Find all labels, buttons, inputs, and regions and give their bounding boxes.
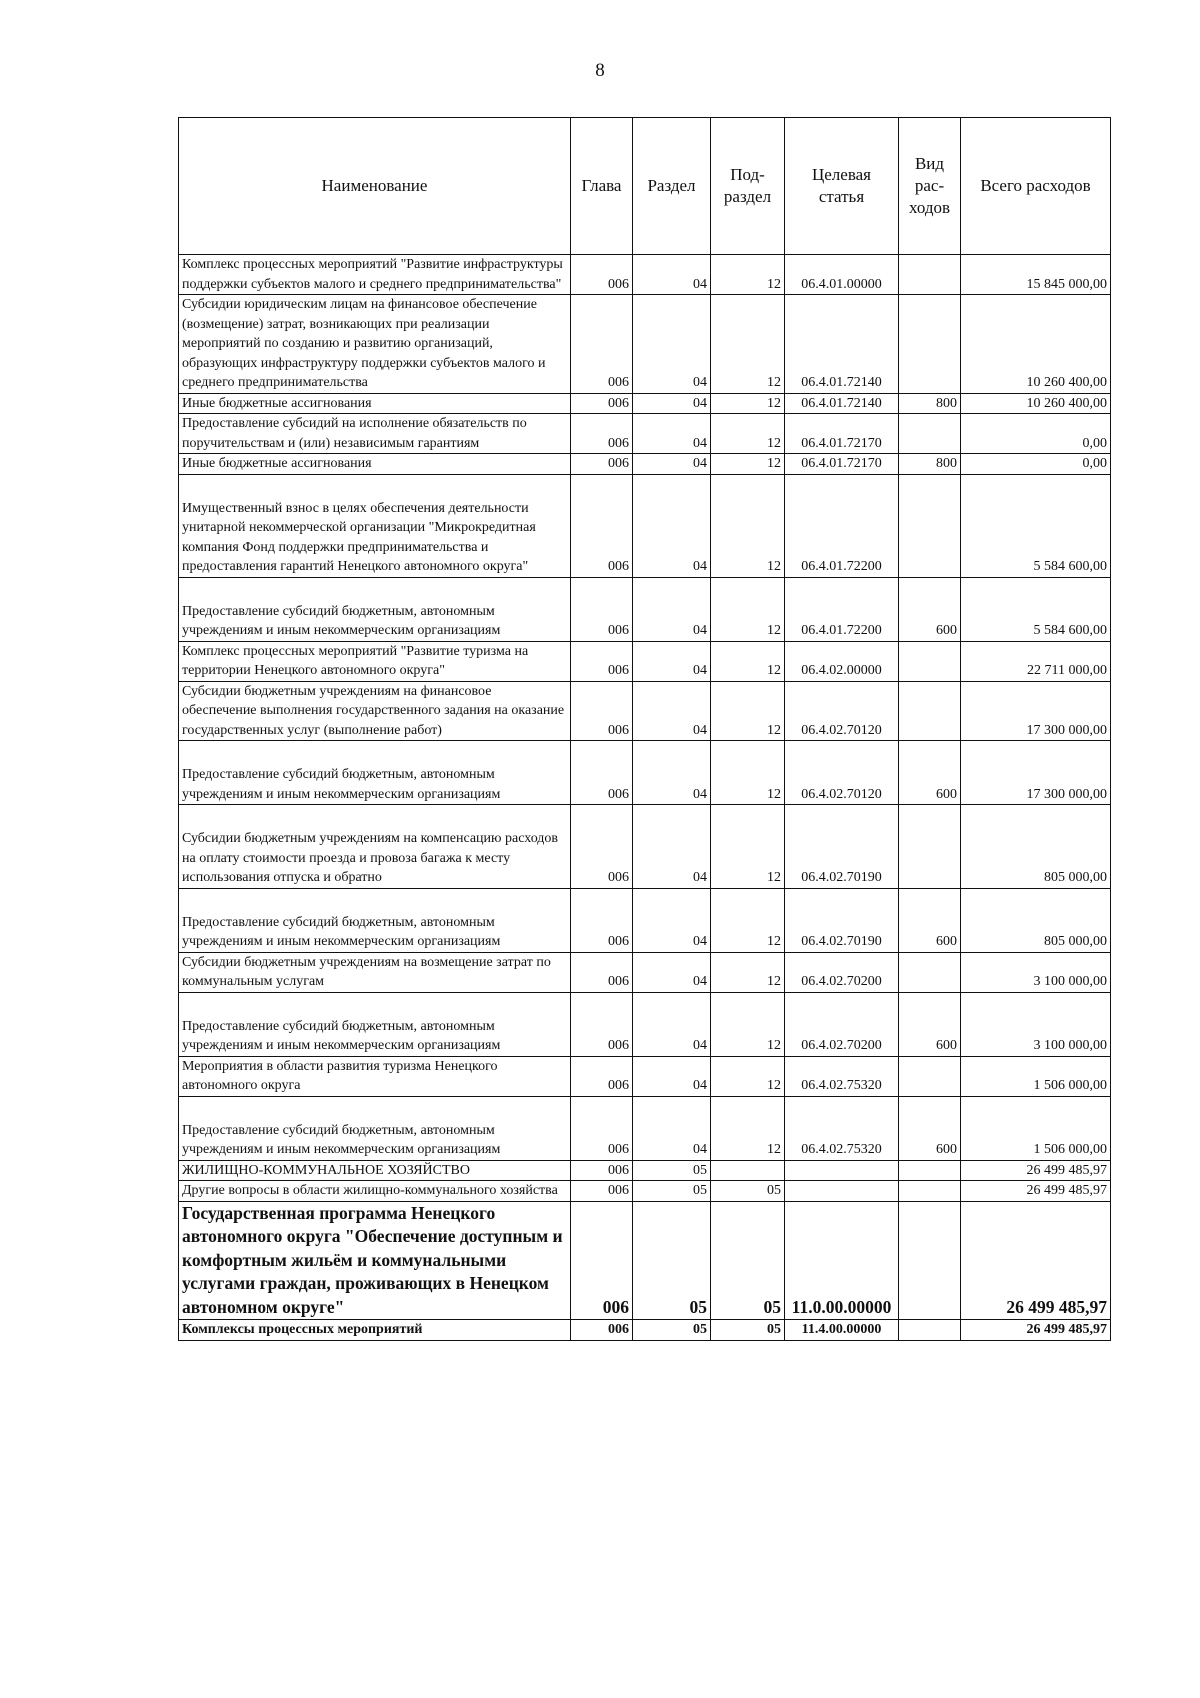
row-type: [899, 1320, 961, 1341]
row-chapter: 006: [571, 741, 633, 805]
row-article: 06.4.01.72200: [785, 474, 899, 577]
row-section: 04: [633, 952, 711, 992]
row-total: 3 100 000,00: [961, 992, 1111, 1056]
row-total: 0,00: [961, 414, 1111, 454]
row-article: 06.4.02.70190: [785, 888, 899, 952]
row-total: 805 000,00: [961, 805, 1111, 889]
row-subsection: 12: [711, 454, 785, 475]
row-article: 06.4.02.70200: [785, 992, 899, 1056]
row-type: [899, 805, 961, 889]
row-subsection: 05: [711, 1320, 785, 1341]
row-article: 06.4.01.72200: [785, 577, 899, 641]
row-section: 05: [633, 1201, 711, 1320]
row-section: 04: [633, 992, 711, 1056]
row-section: 04: [633, 393, 711, 414]
table-row: [179, 805, 1111, 889]
row-total: 0,00: [961, 454, 1111, 475]
row-total: 17 300 000,00: [961, 741, 1111, 805]
row-total: 5 584 600,00: [961, 577, 1111, 641]
row-total: 5 584 600,00: [961, 474, 1111, 577]
row-subsection: 12: [711, 741, 785, 805]
table-row: [179, 474, 1111, 577]
row-type: 800: [899, 454, 961, 475]
budget-table: [178, 117, 1111, 1341]
row-article: 06.4.02.70120: [785, 741, 899, 805]
row-chapter: 006: [571, 393, 633, 414]
row-name: Субсидии бюджетным учреждениям на возмещение затрат по коммунальным услугам: [179, 952, 571, 992]
header-subsection: Под-раздел: [711, 118, 785, 255]
table-row: [179, 255, 1111, 295]
row-section: 04: [633, 474, 711, 577]
page-number: 8: [595, 60, 605, 81]
table-row: [179, 681, 1111, 741]
row-type: [899, 414, 961, 454]
row-chapter: 006: [571, 255, 633, 295]
row-subsection: 12: [711, 1056, 785, 1096]
row-article: 06.4.01.72140: [785, 295, 899, 394]
row-type: 600: [899, 888, 961, 952]
row-type: 600: [899, 577, 961, 641]
row-type: [899, 1056, 961, 1096]
row-chapter: 006: [571, 454, 633, 475]
row-section: 04: [633, 454, 711, 475]
row-total: 10 260 400,00: [961, 295, 1111, 394]
row-total: 22 711 000,00: [961, 641, 1111, 681]
table-row: [179, 1201, 1111, 1320]
row-name: Предоставление субсидий бюджетным, автономным учреждениям и иным некоммерческим организациям: [179, 741, 571, 805]
row-chapter: 006: [571, 1160, 633, 1181]
row-chapter: 006: [571, 295, 633, 394]
row-subsection: 05: [711, 1201, 785, 1320]
row-chapter: 006: [571, 888, 633, 952]
row-article: 06.4.02.70190: [785, 805, 899, 889]
row-article: 06.4.01.72170: [785, 454, 899, 475]
header-chapter: Глава: [571, 118, 633, 255]
header-section: Раздел: [633, 118, 711, 255]
row-total: 17 300 000,00: [961, 681, 1111, 741]
row-article: 06.4.02.75320: [785, 1056, 899, 1096]
row-name: Имущественный взнос в целях обеспечения деятельности унитарной некоммерческой организации "Микрокредитная компания Фонд поддержки предпринимательства и предоставления гарантий Ненецкого автономного округа": [179, 474, 571, 577]
row-name: Предоставление субсидий бюджетным, автономным учреждениям и иным некоммерческим организациям: [179, 992, 571, 1056]
row-chapter: 006: [571, 414, 633, 454]
row-chapter: 006: [571, 641, 633, 681]
row-type: [899, 255, 961, 295]
row-chapter: 006: [571, 805, 633, 889]
header-row: [179, 118, 1111, 255]
table-row: [179, 414, 1111, 454]
row-type: [899, 1160, 961, 1181]
row-section: 05: [633, 1160, 711, 1181]
row-article: 06.4.02.70200: [785, 952, 899, 992]
row-name: Иные бюджетные ассигнования: [179, 454, 571, 475]
row-total: 10 260 400,00: [961, 393, 1111, 414]
row-subsection: 12: [711, 474, 785, 577]
row-subsection: 12: [711, 393, 785, 414]
row-total: 26 499 485,97: [961, 1181, 1111, 1202]
table-row: [179, 295, 1111, 394]
row-section: 04: [633, 255, 711, 295]
row-subsection: 12: [711, 295, 785, 394]
row-section: 04: [633, 1096, 711, 1160]
row-section: 04: [633, 295, 711, 394]
table-row: [179, 641, 1111, 681]
table-row: [179, 393, 1111, 414]
row-total: 15 845 000,00: [961, 255, 1111, 295]
row-article: 06.4.01.72170: [785, 414, 899, 454]
table-row: [179, 454, 1111, 475]
row-type: [899, 474, 961, 577]
row-article: 06.4.01.00000: [785, 255, 899, 295]
header-target-article: Целевая статья: [785, 118, 899, 255]
row-type: 600: [899, 1096, 961, 1160]
row-section: 04: [633, 1056, 711, 1096]
row-name: Предоставление субсидий бюджетным, автономным учреждениям и иным некоммерческим организациям: [179, 1096, 571, 1160]
row-total: 1 506 000,00: [961, 1096, 1111, 1160]
row-section: 05: [633, 1181, 711, 1202]
row-section: 05: [633, 1320, 711, 1341]
row-type: 800: [899, 393, 961, 414]
table-row: [179, 952, 1111, 992]
header-total: Всего расходов: [961, 118, 1111, 255]
row-name: Государственная программа Ненецкого автономного округа "Обеспечение доступным и комфортным жильём и коммунальными услугами граждан, проживающих в Ненецком автономном округе": [179, 1201, 571, 1320]
row-name: Другие вопросы в области жилищно-коммунального хозяйства: [179, 1181, 571, 1202]
row-type: [899, 1181, 961, 1202]
table-row: [179, 741, 1111, 805]
row-name: Предоставление субсидий бюджетным, автономным учреждениям и иным некоммерческим организациям: [179, 577, 571, 641]
row-section: 04: [633, 681, 711, 741]
row-subsection: [711, 1160, 785, 1181]
row-name: Иные бюджетные ассигнования: [179, 393, 571, 414]
row-subsection: 05: [711, 1181, 785, 1202]
row-subsection: 12: [711, 805, 785, 889]
row-chapter: 006: [571, 1201, 633, 1320]
row-total: 26 499 485,97: [961, 1160, 1111, 1181]
row-total: 1 506 000,00: [961, 1056, 1111, 1096]
row-article: 06.4.01.72140: [785, 393, 899, 414]
row-name: Предоставление субсидий бюджетным, автономным учреждениям и иным некоммерческим организациям: [179, 888, 571, 952]
table-row: [179, 577, 1111, 641]
row-name: Субсидии бюджетным учреждениям на компенсацию расходов на оплату стоимости проезда и провоза багажа к месту использования отпуска и обратно: [179, 805, 571, 889]
row-name: Комплекс процессных мероприятий "Развитие туризма на территории Ненецкого автономного округа": [179, 641, 571, 681]
row-subsection: 12: [711, 641, 785, 681]
row-name: Предоставление субсидий на исполнение обязательств по поручительствам и (или) независимым гарантиям: [179, 414, 571, 454]
row-name: Субсидии бюджетным учреждениям на финансовое обеспечение выполнения государственного задания на оказание государственных услуг (выполнение работ): [179, 681, 571, 741]
row-chapter: 006: [571, 992, 633, 1056]
table-row: [179, 888, 1111, 952]
row-chapter: 006: [571, 952, 633, 992]
table-row: [179, 1320, 1111, 1341]
row-subsection: 12: [711, 255, 785, 295]
row-name: Субсидии юридическим лицам на финансовое обеспечение (возмещение) затрат, возникающих при реализации мероприятий по созданию и развитию организаций, образующих инфраструктуру поддержки субъектов малого и среднего предпринимательства: [179, 295, 571, 394]
row-section: 04: [633, 805, 711, 889]
row-subsection: 12: [711, 888, 785, 952]
row-article: 11.0.00.00000: [785, 1201, 899, 1320]
row-article: 06.4.02.75320: [785, 1096, 899, 1160]
table-row: [179, 1160, 1111, 1181]
row-type: [899, 952, 961, 992]
row-type: [899, 1201, 961, 1320]
row-subsection: 12: [711, 414, 785, 454]
row-name: Комплексы процессных мероприятий: [179, 1320, 571, 1341]
row-type: [899, 681, 961, 741]
row-name: Мероприятия в области развития туризма Ненецкого автономного округа: [179, 1056, 571, 1096]
row-article: [785, 1160, 899, 1181]
row-section: 04: [633, 888, 711, 952]
row-subsection: 12: [711, 952, 785, 992]
row-section: 04: [633, 414, 711, 454]
row-article: 11.4.00.00000: [785, 1320, 899, 1341]
row-subsection: 12: [711, 681, 785, 741]
row-article: 06.4.02.00000: [785, 641, 899, 681]
row-chapter: 006: [571, 681, 633, 741]
row-subsection: 12: [711, 577, 785, 641]
row-type: 600: [899, 741, 961, 805]
row-total: 3 100 000,00: [961, 952, 1111, 992]
table-row: [179, 1096, 1111, 1160]
row-chapter: 006: [571, 1320, 633, 1341]
row-subsection: 12: [711, 992, 785, 1056]
row-article: [785, 1181, 899, 1202]
row-chapter: 006: [571, 474, 633, 577]
row-type: 600: [899, 992, 961, 1056]
table-row: [179, 1181, 1111, 1202]
row-section: 04: [633, 741, 711, 805]
row-total: 26 499 485,97: [961, 1320, 1111, 1341]
row-article: 06.4.02.70120: [785, 681, 899, 741]
row-total: 26 499 485,97: [961, 1201, 1111, 1320]
row-name: ЖИЛИЩНО-КОММУНАЛЬНОЕ ХОЗЯЙСТВО: [179, 1160, 571, 1181]
table-row: [179, 1056, 1111, 1096]
row-chapter: 006: [571, 1056, 633, 1096]
row-subsection: 12: [711, 1096, 785, 1160]
header-expense-type: Вид рас-ходов: [899, 118, 961, 255]
row-type: [899, 295, 961, 394]
row-chapter: 006: [571, 577, 633, 641]
row-section: 04: [633, 641, 711, 681]
row-type: [899, 641, 961, 681]
row-chapter: 006: [571, 1096, 633, 1160]
row-total: 805 000,00: [961, 888, 1111, 952]
row-chapter: 006: [571, 1181, 633, 1202]
table-row: [179, 992, 1111, 1056]
header-name: Наименование: [179, 118, 571, 255]
row-name: Комплекс процессных мероприятий "Развитие инфраструктуры поддержки субъектов малого и среднего предпринимательства": [179, 255, 571, 295]
row-section: 04: [633, 577, 711, 641]
